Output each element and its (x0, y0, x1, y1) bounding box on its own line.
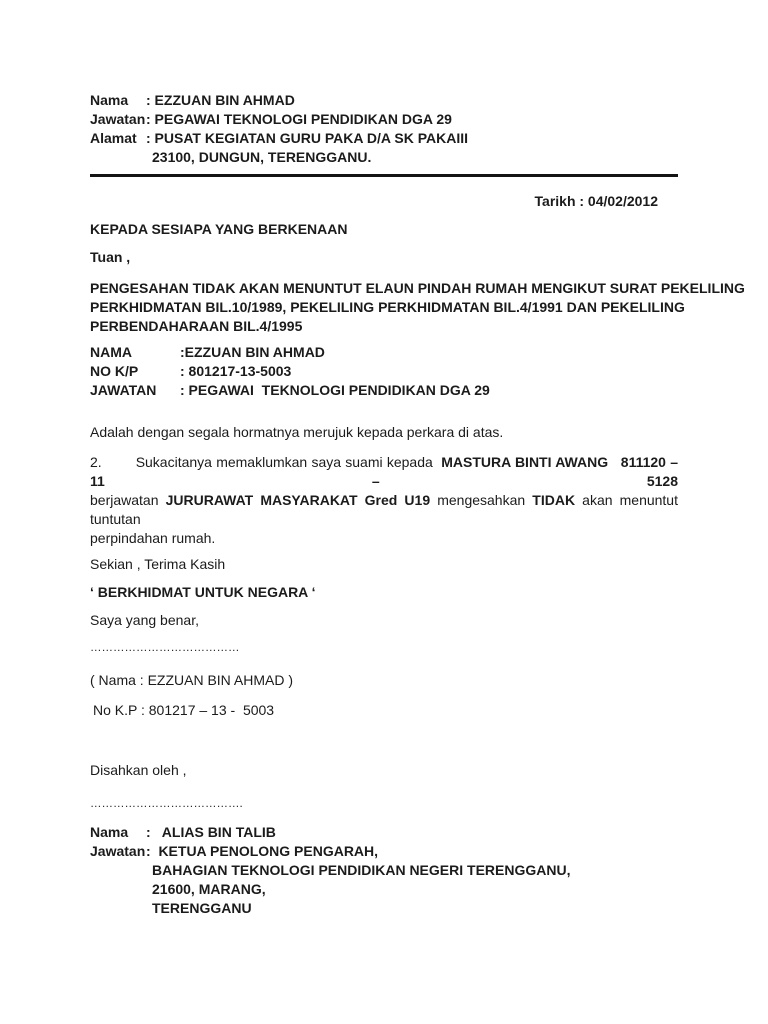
sender-row-jawatan (90, 110, 678, 129)
verifier-row-nama (90, 823, 678, 842)
verifier-row-jawatan (90, 842, 678, 861)
signer-name-line: ( Nama : EZZUAN BIN AHMAD ) (90, 672, 294, 688)
detail-row-jawatan (90, 381, 678, 400)
detail-value-nokp: : 801217-13-5003 (180, 363, 292, 379)
detail-label-nama: NAMA (90, 344, 132, 360)
verifier-value-jawatan: : KETUA PENOLONG PENGARAH, (146, 843, 379, 859)
closing-line: Sekian , Terima Kasih (90, 556, 226, 572)
verifier-extra-line-2: 21600, MARANG, (152, 881, 266, 897)
signer-ic-line: No K.P : 801217 – 13 - 5003 (93, 702, 275, 718)
subject-line-1: PENGESAHAN TIDAK AKAN MENUNTUT ELAUN PINDAH RUMAH MENGIKUT SURAT PEKELILING (90, 280, 745, 296)
detail-row-nama (90, 343, 678, 362)
sender-label-alamat: Alamat (90, 130, 137, 146)
sender-address-line2: 23100, DUNGUN, TERENGGANU. (152, 149, 372, 165)
detail-row-nokp (90, 362, 678, 381)
verifier-label-jawatan: Jawatan (90, 843, 146, 859)
salutation-line: Tuan , (90, 249, 131, 265)
detail-label-nokp: NO K/P (90, 363, 139, 379)
detail-value-jawatan: : PEGAWAI TEKNOLOGI PENDIDIKAN DGA 29 (180, 382, 490, 398)
verifier-block (90, 823, 678, 918)
header-divider-rule (90, 174, 678, 177)
sender-label-nama: Nama (90, 92, 129, 108)
sender-label-jawatan: Jawatan (90, 111, 146, 127)
subject-line-2: PERKHIDMATAN BIL.10/1989, PEKELILING PERKHIDMATAN BIL.4/1991 DAN PEKELILING (90, 299, 685, 315)
verification-intro-line: Disahkan oleh , (90, 762, 187, 778)
sender-row-alamat (90, 129, 678, 148)
body-paragraph-2 (90, 453, 678, 548)
signature-intro-line: Saya yang benar, (90, 612, 199, 628)
verifier-value-nama: : ALIAS BIN TALIB (146, 824, 276, 840)
sender-value-jawatan: : PEGAWAI TEKNOLOGI PENDIDIKAN DGA 29 (146, 111, 452, 127)
verifier-dotted-line: …………………………………. (90, 798, 243, 810)
motto-line: ‘ BERKHIDMAT UNTUK NEGARA ‘ (90, 584, 316, 600)
detail-label-jawatan: JAWATAN (90, 382, 157, 398)
signature-dotted-line: ………………………………… (90, 642, 240, 654)
body-paragraph-2-line-1: 2. Sukacitanya memaklumkan saya suami kepada MASTURA BINTI AWANG 811120 – 11 – 5128 (90, 454, 678, 489)
subject-line-3: PERBENDAHARAAN BIL.4/1995 (90, 318, 303, 334)
recipient-line: KEPADA SESIAPA YANG BERKENAAN (90, 221, 348, 237)
sender-value-nama: : EZZUAN BIN AHMAD (146, 92, 295, 108)
detail-value-nama: :EZZUAN BIN AHMAD (180, 344, 325, 360)
details-block (90, 343, 678, 400)
body-paragraph-2-line-3: perpindahan rumah. (90, 530, 216, 546)
subject-paragraph (90, 279, 745, 336)
verifier-extra-line-1: BAHAGIAN TEKNOLOGI PENDIDIKAN NEGERI TERENGGANU, (152, 862, 571, 878)
sender-block (90, 91, 678, 167)
verifier-extra-line-3: TERENGGANU (152, 900, 252, 916)
date-line: Tarikh : 04/02/2012 (534, 193, 658, 209)
verifier-label-nama: Nama (90, 824, 129, 840)
body-paragraph-2-line-2: berjawatan JURURAWAT MASYARAKAT Gred U19 mengesahkan TIDAK akan menuntut tuntutan (90, 492, 678, 527)
sender-row-nama (90, 91, 678, 110)
body-paragraph-1: Adalah dengan segala hormatnya merujuk kepada perkara di atas. (90, 424, 504, 440)
sender-value-alamat: : PUSAT KEGIATAN GURU PAKA D/A SK PAKAIII (146, 130, 468, 146)
